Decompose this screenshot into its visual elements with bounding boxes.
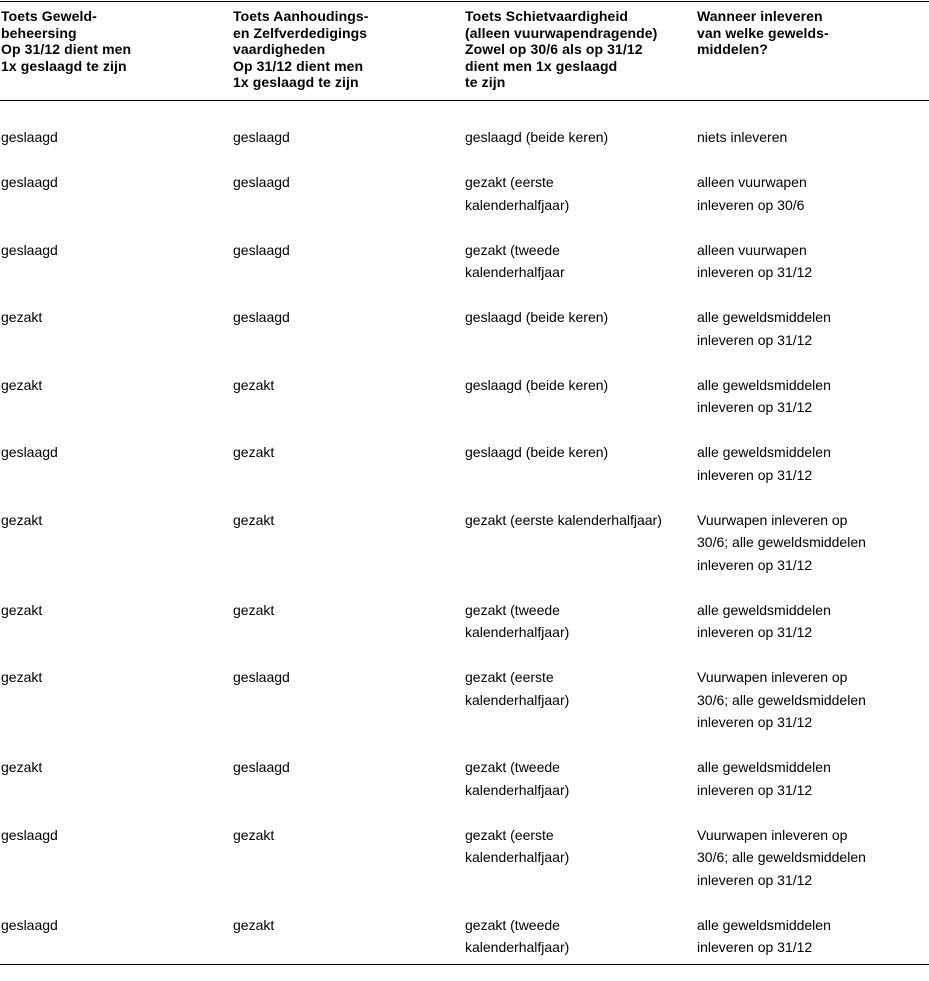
cell-inleveren: alleen vuurwapen inleveren op 30/6 [697, 171, 927, 216]
cell-aanhoudings-zelfverdediging: gezakt [233, 441, 453, 464]
table-row [0, 914, 929, 981]
cell-aanhoudings-zelfverdediging: geslaagd [233, 666, 453, 689]
cell-inleveren: Vuurwapen inleveren op 30/6; alle geweldsmiddelen inleveren op 31/12 [697, 509, 927, 577]
cell-schietvaardigheid: gezakt (eerste kalenderhalfjaar) [465, 666, 690, 711]
table-row [0, 374, 929, 442]
table-row [0, 441, 929, 509]
table-top-rule [0, 1, 929, 2]
cell-aanhoudings-zelfverdediging: geslaagd [233, 126, 453, 149]
cell-aanhoudings-zelfverdediging: gezakt [233, 509, 453, 532]
cell-inleveren: Vuurwapen inleveren op 30/6; alle geweldsmiddelen inleveren op 31/12 [697, 824, 927, 892]
cell-inleveren: alle geweldsmiddelen inleveren op 31/12 [697, 441, 927, 486]
cell-schietvaardigheid: gezakt (eerste kalenderhalfjaar) [465, 509, 690, 532]
cell-schietvaardigheid: geslaagd (beide keren) [465, 306, 690, 329]
table-body [0, 126, 929, 981]
cell-schietvaardigheid: geslaagd (beide keren) [465, 441, 690, 464]
cell-geweldbeheersing: geslaagd [1, 239, 221, 262]
header-inleveren: Wanneer inleveren van welke gewelds- middelen? [697, 8, 927, 58]
header-rule [0, 100, 929, 101]
header-schietvaardigheid: Toets Schietvaardigheid (alleen vuurwapendragende) Zowel op 30/6 als op 31/12 dient men 1x geslaagd te zijn [465, 8, 690, 91]
cell-aanhoudings-zelfverdediging: gezakt [233, 374, 453, 397]
cell-inleveren: alle geweldsmiddelen inleveren op 31/12 [697, 756, 927, 801]
table-header-row [0, 8, 929, 98]
cell-schietvaardigheid: gezakt (eerste kalenderhalfjaar) [465, 824, 690, 869]
cell-inleveren: alle geweldsmiddelen inleveren op 31/12 [697, 306, 927, 351]
cell-geweldbeheersing: gezakt [1, 509, 221, 532]
cell-geweldbeheersing: geslaagd [1, 824, 221, 847]
cell-inleveren: alle geweldsmiddelen inleveren op 31/12 [697, 914, 927, 959]
cell-geweldbeheersing: gezakt [1, 756, 221, 779]
table-row [0, 171, 929, 239]
cell-inleveren: Vuurwapen inleveren op 30/6; alle geweldsmiddelen inleveren op 31/12 [697, 666, 927, 734]
cell-schietvaardigheid: gezakt (tweede kalenderhalfjaar) [465, 599, 690, 644]
cell-inleveren: alle geweldsmiddelen inleveren op 31/12 [697, 374, 927, 419]
cell-schietvaardigheid: gezakt (tweede kalenderhalfjaar [465, 239, 690, 284]
table-row [0, 599, 929, 667]
cell-geweldbeheersing: geslaagd [1, 914, 221, 937]
header-aanhoudings-zelfverdediging: Toets Aanhoudings- en Zelfverdedigings vaardigheden Op 31/12 dient men 1x geslaagd te zijn [233, 8, 453, 91]
cell-geweldbeheersing: geslaagd [1, 171, 221, 194]
cell-schietvaardigheid: gezakt (tweede kalenderhalfjaar) [465, 914, 690, 959]
cell-inleveren: alleen vuurwapen inleveren op 31/12 [697, 239, 927, 284]
cell-schietvaardigheid: geslaagd (beide keren) [465, 374, 690, 397]
table-row [0, 306, 929, 374]
cell-geweldbeheersing: gezakt [1, 599, 221, 622]
cell-aanhoudings-zelfverdediging: geslaagd [233, 306, 453, 329]
cell-geweldbeheersing: geslaagd [1, 441, 221, 464]
table-row [0, 126, 929, 171]
cell-geweldbeheersing: gezakt [1, 666, 221, 689]
cell-aanhoudings-zelfverdediging: geslaagd [233, 239, 453, 262]
cell-geweldbeheersing: gezakt [1, 306, 221, 329]
cell-inleveren: niets inleveren [697, 126, 927, 149]
cell-schietvaardigheid: gezakt (eerste kalenderhalfjaar) [465, 171, 690, 216]
cell-aanhoudings-zelfverdediging: geslaagd [233, 171, 453, 194]
cell-inleveren: alle geweldsmiddelen inleveren op 31/12 [697, 599, 927, 644]
cell-aanhoudings-zelfverdediging: gezakt [233, 914, 453, 937]
table-row [0, 756, 929, 824]
cell-aanhoudings-zelfverdediging: gezakt [233, 599, 453, 622]
cell-schietvaardigheid: gezakt (tweede kalenderhalfjaar) [465, 756, 690, 801]
table-row [0, 509, 929, 599]
table-bottom-rule [0, 964, 929, 965]
cell-geweldbeheersing: geslaagd [1, 126, 221, 149]
header-geweldbeheersing: Toets Geweld- beheersing Op 31/12 dient men 1x geslaagd te zijn [1, 8, 221, 74]
cell-schietvaardigheid: geslaagd (beide keren) [465, 126, 690, 149]
cell-aanhoudings-zelfverdediging: geslaagd [233, 756, 453, 779]
cell-geweldbeheersing: gezakt [1, 374, 221, 397]
table-row [0, 824, 929, 914]
table-row [0, 666, 929, 756]
cell-aanhoudings-zelfverdediging: gezakt [233, 824, 453, 847]
table-row [0, 239, 929, 307]
